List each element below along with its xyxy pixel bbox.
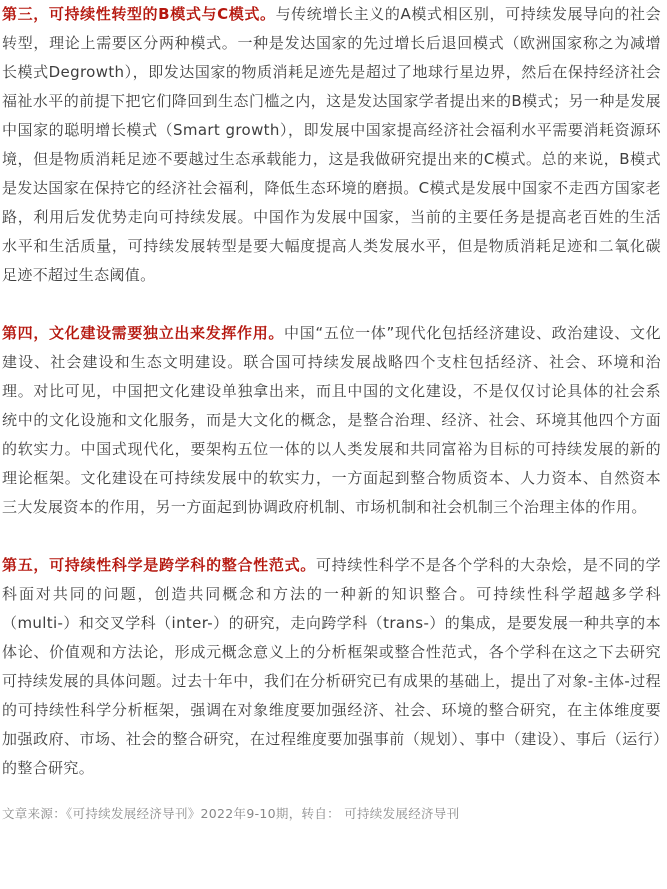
paragraph-lead: 第四，文化建设需要独立出来发挥作用。 [2, 324, 285, 342]
article-source: 文章来源：《可持续发展经济导刊》2022年9-10期，转自： 可持续发展经济导刊 [2, 806, 460, 821]
paragraph-body: 中国“五位一体”现代化包括经济建设、政治建设、文化建设、社会建设和生态文明建设。联合国可持续发展战略四个支柱包括经济、社会、环境和治理。对比可见，中国把文化建设单独拿出来，而且中国的文化建设，不是仅仅讨论具体的社会系统中的文化设施和文化服务，而是大文化的概念，是整合治理、经济、社会、环境其他四个方面的软实力。中国式现代化，要架构五位一体的以人类发展和共同富裕为目标的可持续发展的新的理论框架。文化建设在可持续发展中的软实力，一方面起到整合物质资本、人力资本、自然资本三大发展资本的作用，另一方面起到协调政府机制、市场机制和社会机制三个治理主体的作用。 [2, 324, 661, 516]
paragraph-fourth [2, 319, 661, 522]
paragraph-lead: 第五，可持续性科学是跨学科的整合性范式。 [2, 556, 316, 574]
paragraph-body: 与传统增长主义的A模式相区别，可持续发展导向的社会转型，理论上需要区分两种模式。一种是发达国家的先过增长后退回模式（欧洲国家称之为减增长模式Degrowth），即发达国家的物质消耗足迹先是超过了地球行星边界，然后在保持经济社会福祉水平的前提下把它们降回到生态门槛之内，这是发达国家学者提出来的B模式；另一种是发展中国家的聪明增长模式（Smart growth），即发展中国家提高经济社会福利水平需要消耗资源环境，但是物质消耗足迹不要越过生态承载能力，这是我做研究提出来的C模式。总的来说，B模式是发达国家在保持它的经济社会福利，降低生态环境的磨损。C模式是发展中国家不走西方国家老路，利用后发优势走向可持续发展。中国作为发展中国家，当前的主要任务是提高老百姓的生活水平和生活质量，可持续发展转型是要大幅度提高人类发展水平，但是物质消耗足迹和二氧化碳足迹不超过生态阈值。 [2, 5, 661, 284]
paragraph-body: 可持续性科学不是各个学科的大杂烩，是不同的学科面对共同的问题，创造共同概念和方法的一种新的知识整合。可持续性科学超越多学科（multi-）和交叉学科（inter-）的研究，走向跨学科（trans-）的集成，是要发展一种共享的本体论、价值观和方法论，形成元概念意义上的分析框架或整合性范式，各个学科在这之下去研究可持续发展的具体问题。过去十年中，我们在分析研究已有成果的基础上，提出了对象-主体-过程的可持续性科学分析框架，强调在对象维度要加强经济、社会、环境的整合研究，在主体维度要加强政府、市场、社会的整合研究，在过程维度要加强事前（规划）、事中（建设）、事后（运行）的整合研究。 [2, 556, 661, 777]
paragraph-lead: 第三，可持续性转型的B模式与C模式。 [2, 5, 276, 23]
paragraph-fifth [2, 551, 661, 783]
paragraph-third [2, 0, 661, 290]
